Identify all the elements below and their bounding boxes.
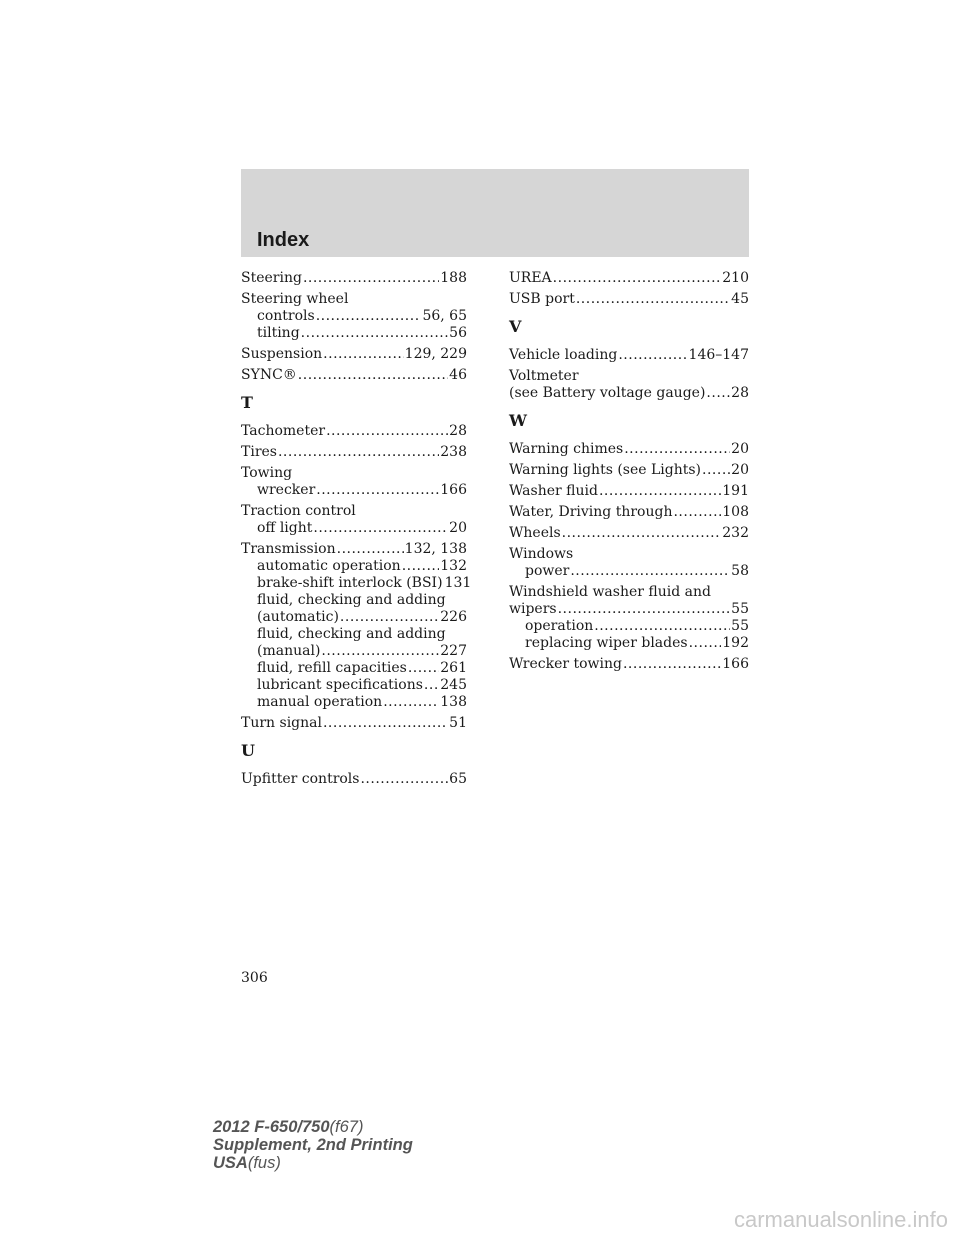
index-entry — [241, 771, 467, 788]
subentry-label: manual operation — [257, 694, 383, 710]
entry-page: 56 — [449, 325, 467, 341]
subentry-label: brake-shift interlock (BSI) — [257, 575, 443, 591]
subentry-label: operation — [525, 618, 594, 634]
entry-page: 166 — [440, 482, 467, 498]
entry-label: Tires — [241, 444, 277, 460]
index-entry — [509, 368, 749, 402]
entry-page: 28 — [449, 423, 467, 439]
entry-page: 55 — [731, 618, 749, 634]
entry-label: Windows — [509, 546, 574, 562]
footer-model: 2012 F-650/750 — [213, 1118, 330, 1136]
entry-page: 191 — [722, 483, 749, 499]
entry-page: 45 — [731, 291, 749, 307]
index-entry — [241, 503, 467, 537]
footer-model-code: (f67) — [329, 1118, 364, 1136]
subentry-label: fluid, refill capacities — [257, 660, 407, 676]
index-entry — [241, 367, 467, 384]
entry-label: Suspension — [241, 346, 323, 362]
footer-printing: Supplement, 2nd Printing — [213, 1136, 413, 1154]
entry-label: (see Battery voltage gauge) — [509, 385, 706, 401]
page-number: 306 — [241, 970, 268, 986]
entry-label: Tachometer — [241, 423, 326, 439]
entry-page: 238 — [440, 444, 467, 460]
subentry-label: wrecker — [257, 482, 316, 498]
section-header — [241, 169, 749, 257]
entry-label: wipers — [509, 601, 557, 617]
entry-label: Traction control — [241, 503, 356, 519]
entry-page: 132, 138 — [404, 541, 467, 557]
entry-label: USB port — [509, 291, 575, 307]
entry-label: Warning chimes — [509, 441, 624, 457]
entry-label: UREA — [509, 270, 552, 286]
entry-page: 188 — [440, 270, 467, 286]
index-column-right — [509, 270, 749, 677]
entry-page: 51 — [449, 715, 467, 731]
entry-label: Warning lights (see Lights) — [509, 462, 702, 478]
subentry-label: (manual) — [257, 643, 321, 659]
section-title: Index — [257, 229, 310, 251]
section-letter: T — [241, 393, 253, 412]
index-entry — [509, 291, 749, 308]
entry-label: Turn signal — [241, 715, 322, 731]
index-entry — [241, 346, 467, 363]
subentry-label: fluid, checking and adding — [257, 592, 446, 608]
entry-page: 28 — [731, 385, 749, 401]
entry-label: Vehicle loading — [509, 347, 618, 363]
entry-page: 192 — [722, 635, 749, 651]
entry-page: 20 — [449, 520, 467, 536]
index-entry — [509, 584, 749, 652]
footer-market: USA — [213, 1154, 248, 1172]
subentry-label: replacing wiper blades — [525, 635, 688, 651]
index-entry — [241, 270, 467, 287]
index-entry — [509, 546, 749, 580]
footer-market-code: (fus) — [247, 1154, 281, 1172]
index-entry — [241, 715, 467, 732]
entry-page: 261 — [440, 660, 467, 676]
entry-page: 166 — [722, 656, 749, 672]
index-entry — [241, 444, 467, 461]
entry-page: 129, 229 — [404, 346, 467, 362]
subentry-label: automatic operation — [257, 558, 401, 574]
subentry-label: power — [525, 563, 570, 579]
index-entry — [509, 525, 749, 542]
watermark: carmanualsonline.info — [733, 1207, 948, 1232]
section-letter: W — [509, 411, 527, 430]
entry-page: 55 — [731, 601, 749, 617]
entry-page: 46 — [449, 367, 467, 383]
entry-label: Towing — [241, 465, 293, 481]
entry-page: 131 — [444, 575, 472, 591]
index-entry — [241, 291, 467, 342]
entry-label: Transmission — [241, 541, 336, 557]
entry-label: Steering wheel — [241, 291, 349, 307]
entry-page: 146–147 — [688, 347, 749, 363]
subentry-label: lubricant specifications — [257, 677, 423, 693]
index-entry — [509, 441, 749, 458]
section-letter: U — [241, 741, 255, 760]
entry-label: Wheels — [509, 525, 561, 541]
subentry-label: fluid, checking and adding — [257, 626, 446, 642]
entry-label: Voltmeter — [509, 368, 579, 384]
entry-page: 132 — [440, 558, 467, 574]
index-entry — [241, 465, 467, 499]
subentry-label: controls — [257, 308, 315, 324]
entry-label: Water, Driving through — [509, 504, 673, 520]
entry-label: Upfitter controls — [241, 771, 360, 787]
index-entry — [509, 504, 749, 521]
index-entry — [509, 462, 749, 479]
subentry-label: tilting — [257, 325, 300, 341]
entry-page: 108 — [722, 504, 749, 520]
entry-label: Washer fluid — [509, 483, 598, 499]
entry-label: Wrecker towing — [509, 656, 622, 672]
entry-label: Steering — [241, 270, 302, 286]
index-entry — [509, 483, 749, 500]
entry-page: 58 — [731, 563, 749, 579]
index-entry — [241, 541, 472, 711]
entry-label: SYNC® — [241, 367, 297, 383]
entry-page: 245 — [440, 677, 467, 693]
entry-page: 20 — [731, 441, 749, 457]
entry-page: 232 — [722, 525, 749, 541]
subentry-label: off light — [257, 520, 313, 536]
section-letter: V — [509, 317, 522, 336]
index-entry — [509, 270, 749, 287]
document-footer — [213, 1118, 413, 1172]
entry-page: 56, 65 — [422, 308, 467, 324]
subentry-label: (automatic) — [257, 609, 339, 625]
entry-page: 20 — [731, 462, 749, 478]
entry-page: 226 — [440, 609, 467, 625]
index-entry — [509, 347, 749, 364]
entry-page: 210 — [722, 270, 749, 286]
index-entry — [241, 423, 467, 440]
entry-page: 65 — [449, 771, 467, 787]
entry-label: Windshield washer fluid and — [509, 584, 711, 600]
entry-page: 227 — [440, 643, 467, 659]
index-entry — [509, 656, 749, 673]
index-column-left — [241, 270, 472, 792]
entry-page: 138 — [440, 694, 467, 710]
